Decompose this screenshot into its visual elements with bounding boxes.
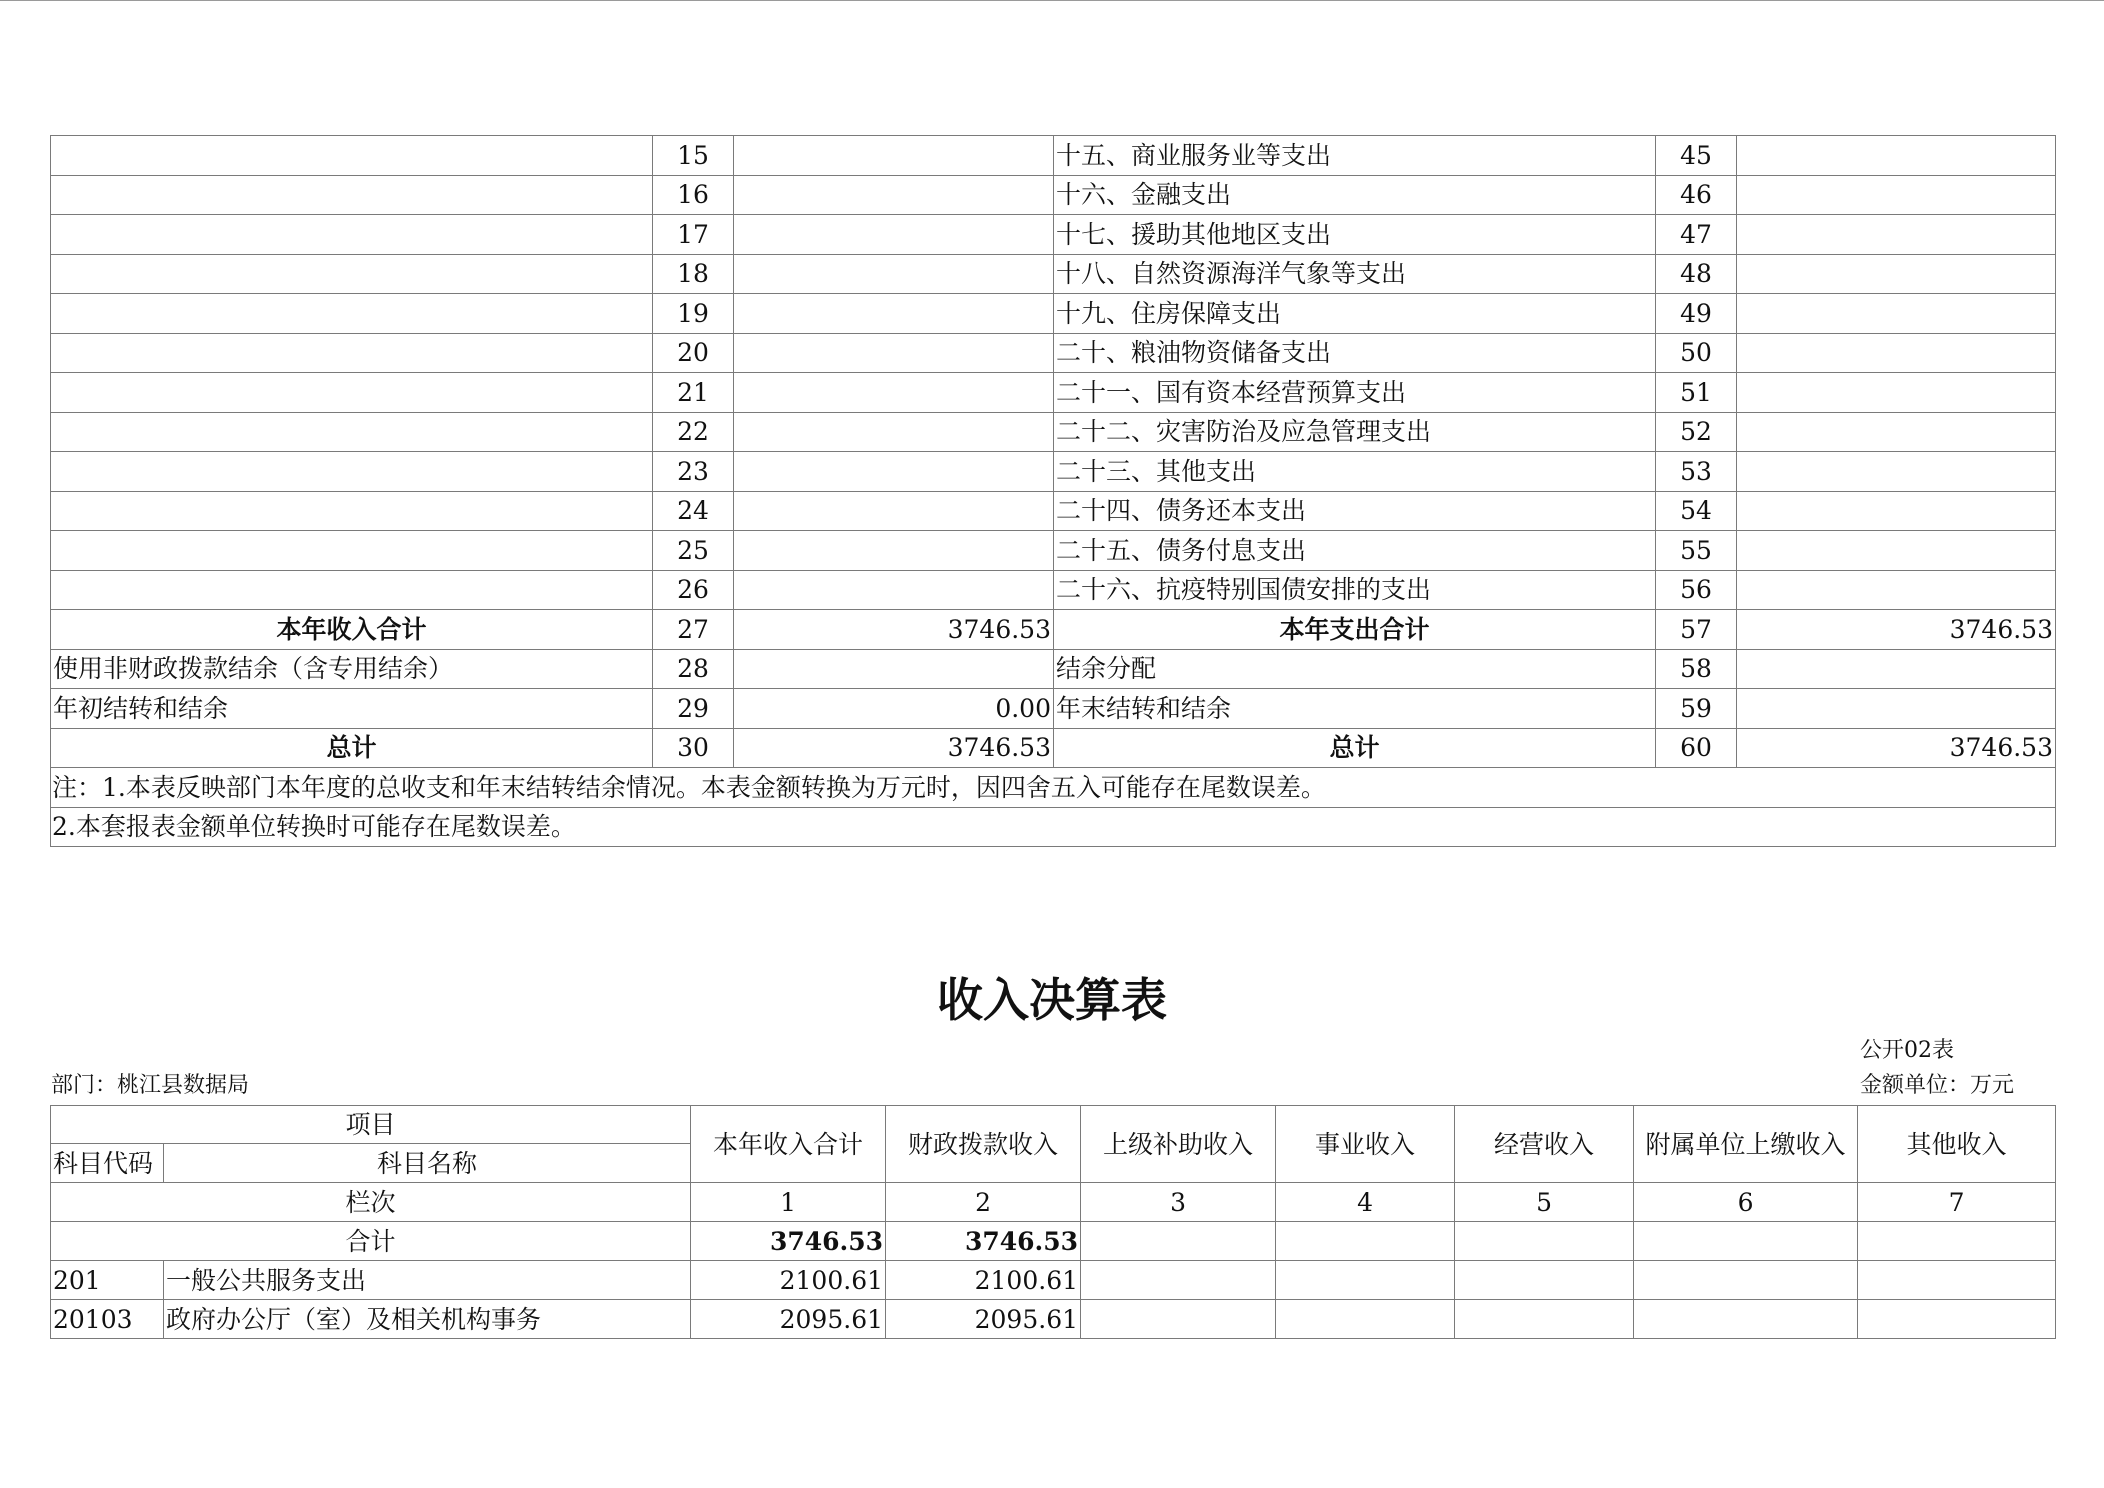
income-seq: 18	[653, 254, 734, 294]
expense-item: 十八、自然资源海洋气象等支出	[1054, 254, 1656, 294]
expense-amount	[1737, 136, 2056, 176]
balance-row	[51, 294, 2056, 334]
expense-item: 十九、住房保障支出	[1054, 294, 1656, 334]
end-balance-label: 年末结转和结余	[1054, 689, 1656, 729]
value-col-7	[1858, 1261, 2056, 1300]
income-seq: 19	[653, 294, 734, 334]
expense-amount	[1737, 373, 2056, 413]
balance-row	[51, 373, 2056, 413]
grand-in-label: 总计	[51, 728, 653, 768]
income-amount	[734, 373, 1054, 413]
income-item	[51, 175, 653, 215]
expense-total-label: 本年支出合计	[1054, 610, 1656, 650]
header-col-4: 事业收入	[1276, 1106, 1455, 1183]
income-amount	[734, 294, 1054, 334]
begin-balance-label: 年初结转和结余	[51, 689, 653, 729]
grand-out-amount: 3746.53	[1737, 728, 2056, 768]
value-col-5	[1455, 1300, 1634, 1339]
amount-unit-label: 金额单位：万元	[1860, 1073, 2015, 1098]
income-amount	[734, 136, 1054, 176]
column-number-5: 5	[1455, 1183, 1634, 1222]
header-col-3: 上级补助收入	[1081, 1106, 1276, 1183]
income-seq: 15	[653, 136, 734, 176]
expense-amount	[1737, 254, 2056, 294]
balance-row	[51, 452, 2056, 492]
header-name: 科目名称	[164, 1144, 691, 1183]
expense-item: 二十、粮油物资储备支出	[1054, 333, 1656, 373]
note-2: 2.本套报表金额单位转换时可能存在尾数误差。	[51, 807, 2056, 847]
income-amount	[734, 491, 1054, 531]
subject-code: 20103	[51, 1300, 164, 1339]
income-amount	[734, 570, 1054, 610]
income-amount	[734, 333, 1054, 373]
column-number-1: 1	[691, 1183, 886, 1222]
expense-seq: 54	[1656, 491, 1737, 531]
expense-seq: 49	[1656, 294, 1737, 334]
expense-seq: 48	[1656, 254, 1737, 294]
column-number-4: 4	[1276, 1183, 1455, 1222]
header-item: 项目	[51, 1106, 691, 1144]
income-seq: 23	[653, 452, 734, 492]
expense-amount	[1737, 531, 2056, 571]
income-seq: 20	[653, 333, 734, 373]
surplus-dist-amount	[1737, 649, 2056, 689]
income-amount	[734, 175, 1054, 215]
total-value-7	[1858, 1222, 2056, 1261]
total-value-1: 3746.53	[691, 1222, 886, 1261]
income-item	[51, 531, 653, 571]
subject-name: 一般公共服务支出	[164, 1261, 691, 1300]
expense-seq: 50	[1656, 333, 1737, 373]
balance-row	[51, 333, 2056, 373]
income-seq: 17	[653, 215, 734, 255]
expense-item: 二十三、其他支出	[1054, 452, 1656, 492]
nonfiscal-row	[51, 649, 2056, 689]
income-total-seq: 27	[653, 610, 734, 650]
expense-seq: 46	[1656, 175, 1737, 215]
note-row-2	[51, 807, 2056, 847]
expense-item: 二十五、债务付息支出	[1054, 531, 1656, 571]
total-value-3	[1081, 1222, 1276, 1261]
income-total-row	[51, 610, 2056, 650]
end-balance-amount	[1737, 689, 2056, 729]
total-value-6	[1634, 1222, 1858, 1261]
expense-seq: 45	[1656, 136, 1737, 176]
begin-balance-seq: 29	[653, 689, 734, 729]
column-index-row	[51, 1183, 2056, 1222]
income-item	[51, 491, 653, 531]
income-item	[51, 373, 653, 413]
nonfiscal-label: 使用非财政拨款结余（含专用结余）	[51, 649, 653, 689]
value-col-2: 2100.61	[886, 1261, 1081, 1300]
expense-amount	[1737, 491, 2056, 531]
value-col-2: 2095.61	[886, 1300, 1081, 1339]
balance-row	[51, 136, 2056, 176]
total-value-4	[1276, 1222, 1455, 1261]
nonfiscal-amount	[734, 649, 1054, 689]
nonfiscal-seq: 28	[653, 649, 734, 689]
value-col-3	[1081, 1261, 1276, 1300]
expense-item: 十六、金融支出	[1054, 175, 1656, 215]
grand-in-seq: 30	[653, 728, 734, 768]
table-row	[51, 1261, 2056, 1300]
balance-row	[51, 689, 2056, 729]
column-number-6: 6	[1634, 1183, 1858, 1222]
expense-amount	[1737, 333, 2056, 373]
expense-total-seq: 57	[1656, 610, 1737, 650]
department-label: 部门：桃江县数据局	[51, 1073, 250, 1098]
subject-name: 政府办公厅（室）及相关机构事务	[164, 1300, 691, 1339]
income-amount	[734, 215, 1054, 255]
income-item	[51, 254, 653, 294]
income-total-amount: 3746.53	[734, 610, 1054, 650]
income-seq: 16	[653, 175, 734, 215]
expense-item: 二十六、抗疫特别国债安排的支出	[1054, 570, 1656, 610]
surplus-dist-label: 结余分配	[1054, 649, 1656, 689]
column-number-2: 2	[886, 1183, 1081, 1222]
grand-total-row	[51, 728, 2056, 768]
expense-total-amount: 3746.53	[1737, 610, 2056, 650]
income-amount	[734, 531, 1054, 571]
note-1: 注：1.本表反映部门本年度的总收支和年末结转结余情况。本表金额转换为万元时，因四舍五入可能存在尾数误差。	[51, 768, 2056, 808]
header-col-7: 其他收入	[1858, 1106, 2056, 1183]
income-item	[51, 412, 653, 452]
expense-seq: 55	[1656, 531, 1737, 571]
balance-row	[51, 254, 2056, 294]
expense-seq: 56	[1656, 570, 1737, 610]
total-row	[51, 1222, 2056, 1261]
balance-row	[51, 531, 2056, 571]
value-col-6	[1634, 1261, 1858, 1300]
total-value-2: 3746.53	[886, 1222, 1081, 1261]
grand-in-amount: 3746.53	[734, 728, 1054, 768]
income-item	[51, 215, 653, 255]
income-item	[51, 333, 653, 373]
end-balance-seq: 59	[1656, 689, 1737, 729]
header-col-6: 附属单位上缴收入	[1634, 1106, 1858, 1183]
expense-item: 十五、商业服务业等支出	[1054, 136, 1656, 176]
income-total-label: 本年收入合计	[51, 610, 653, 650]
expense-seq: 47	[1656, 215, 1737, 255]
header-col-1: 本年收入合计	[691, 1106, 886, 1183]
income-item	[51, 452, 653, 492]
income-amount	[734, 412, 1054, 452]
income-seq: 26	[653, 570, 734, 610]
income-item	[51, 136, 653, 176]
expense-item: 二十一、国有资本经营预算支出	[1054, 373, 1656, 413]
income-item	[51, 294, 653, 334]
value-col-3	[1081, 1300, 1276, 1339]
column-number-7: 7	[1858, 1183, 2056, 1222]
table-row	[51, 1300, 2056, 1339]
value-col-1: 2100.61	[691, 1261, 886, 1300]
grand-out-label: 总计	[1054, 728, 1656, 768]
column-number-3: 3	[1081, 1183, 1276, 1222]
expense-amount	[1737, 570, 2056, 610]
value-col-7	[1858, 1300, 2056, 1339]
expense-amount	[1737, 175, 2056, 215]
total-label: 合计	[51, 1222, 691, 1261]
income-item	[51, 570, 653, 610]
income-table	[50, 1105, 2056, 1339]
value-col-4	[1276, 1300, 1455, 1339]
balance-row	[51, 570, 2056, 610]
value-col-1: 2095.61	[691, 1300, 886, 1339]
income-seq: 25	[653, 531, 734, 571]
expense-item: 二十四、债务还本支出	[1054, 491, 1656, 531]
income-amount	[734, 452, 1054, 492]
expense-amount	[1737, 294, 2056, 334]
expense-amount	[1737, 412, 2056, 452]
expense-item: 二十二、灾害防治及应急管理支出	[1054, 412, 1656, 452]
column-index-label: 栏次	[51, 1183, 691, 1222]
value-col-4	[1276, 1261, 1455, 1300]
header-code: 科目代码	[51, 1144, 164, 1183]
value-col-6	[1634, 1300, 1858, 1339]
balance-table	[50, 135, 2056, 847]
header-row-1	[51, 1106, 2056, 1144]
balance-row	[51, 491, 2056, 531]
value-col-5	[1455, 1261, 1634, 1300]
expense-amount	[1737, 452, 2056, 492]
grand-out-seq: 60	[1656, 728, 1737, 768]
income-seq: 24	[653, 491, 734, 531]
income-detail-rows	[51, 1261, 2056, 1339]
header-col-5: 经营收入	[1455, 1106, 1634, 1183]
expense-item: 十七、援助其他地区支出	[1054, 215, 1656, 255]
balance-row	[51, 175, 2056, 215]
expense-amount	[1737, 215, 2056, 255]
form-number: 公开02表	[1860, 1038, 1954, 1063]
balance-detail-rows	[51, 136, 2056, 610]
header-col-2: 财政拨款收入	[886, 1106, 1081, 1183]
surplus-dist-seq: 58	[1656, 649, 1737, 689]
report-title: 收入决算表	[937, 973, 1167, 1027]
expense-seq: 51	[1656, 373, 1737, 413]
expense-seq: 53	[1656, 452, 1737, 492]
total-value-5	[1455, 1222, 1634, 1261]
balance-row	[51, 412, 2056, 452]
subject-code: 201	[51, 1261, 164, 1300]
note-row-1	[51, 768, 2056, 808]
expense-seq: 52	[1656, 412, 1737, 452]
income-seq: 22	[653, 412, 734, 452]
income-amount	[734, 254, 1054, 294]
balance-row	[51, 215, 2056, 255]
begin-balance-amount: 0.00	[734, 689, 1054, 729]
income-seq: 21	[653, 373, 734, 413]
